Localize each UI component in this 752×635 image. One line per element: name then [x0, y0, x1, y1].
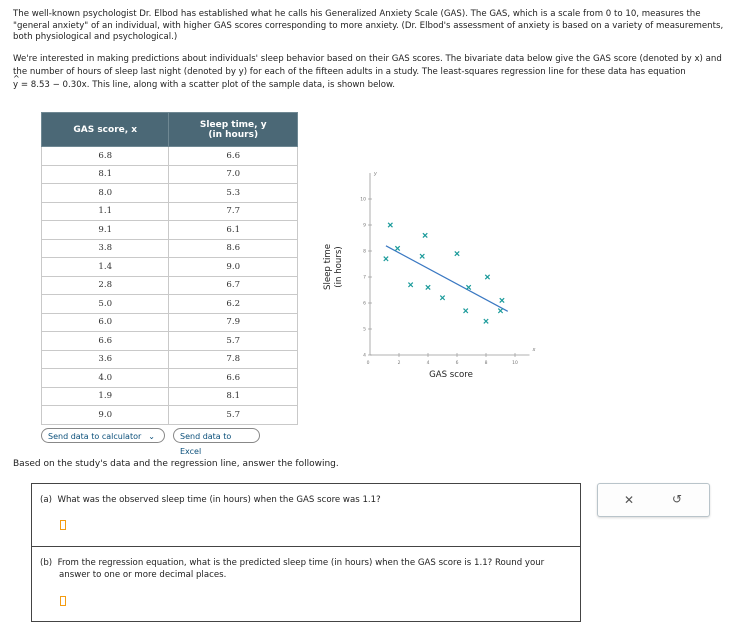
y-tick-label: 9 [363, 223, 366, 229]
header-sleep-time: Sleep time, y (in hours) [169, 113, 298, 147]
answer-b-input[interactable] [60, 596, 66, 606]
table-row [42, 369, 298, 388]
data-point-marker [384, 257, 388, 261]
gas-score-cell: 3.8 [42, 239, 169, 258]
intro-paragraph-2 [13, 53, 729, 92]
plot-axes [360, 171, 535, 366]
data-point-marker [423, 233, 427, 237]
problem-intro [13, 9, 729, 51]
table-row [42, 276, 298, 295]
y-tick-label: 10 [360, 197, 366, 203]
question-b-text: (b) From the regression equation, what is the predicted sleep time (in hours) when the GAS score is 1.1? Round your answer to one or more decimal places. [40, 558, 545, 580]
table-row [42, 332, 298, 351]
table-row [42, 202, 298, 221]
gas-score-cell: 1.4 [42, 258, 169, 277]
y-axis-letter: y [374, 171, 377, 177]
sleep-time-cell: 5.7 [169, 332, 298, 351]
intro-paragraph-1: The well-known psychologist Dr. Elbod has established what he calls his Generalized Anxiety Scale (GAS). The GAS, which is a scale from 0 to 10, measures the "general anxiety" of an individual, with higher GAS scores corresponding to more anxiety. (Dr. Elbod's assessment of anxiety is based on a variety of measurements, both physiological and psychological.) [13, 9, 724, 43]
gas-score-cell: 3.6 [42, 350, 169, 369]
sleep-time-cell: 7.9 [169, 313, 298, 332]
y-axis-label-units: (in hours) [334, 246, 344, 288]
gas-score-cell: 8.1 [42, 165, 169, 184]
data-point-marker [426, 285, 430, 289]
data-table [41, 112, 298, 425]
data-point-marker [485, 275, 489, 279]
sleep-time-cell: 7.8 [169, 350, 298, 369]
table-row [42, 184, 298, 203]
instructions: Based on the study's data and the regression line, answer the following. [13, 459, 339, 469]
gas-score-cell: 6.8 [42, 147, 169, 166]
sleep-time-cell: 8.1 [169, 387, 298, 406]
sleep-time-cell: 7.7 [169, 202, 298, 221]
data-point-marker [440, 296, 444, 300]
y-tick-label: 4 [363, 353, 366, 359]
table-row [42, 239, 298, 258]
data-point-marker [500, 298, 504, 302]
sleep-time-cell: 6.7 [169, 276, 298, 295]
sleep-time-cell: 6.2 [169, 295, 298, 314]
gas-score-cell: 9.0 [42, 406, 169, 425]
data-point-marker [498, 309, 502, 313]
header-gas-score: GAS score, x [42, 113, 169, 147]
undo-icon[interactable]: ↺ [672, 492, 683, 506]
data-points [384, 223, 504, 324]
scatter-plot [310, 171, 550, 385]
gas-score-cell: 4.0 [42, 369, 169, 388]
gas-score-cell: 5.0 [42, 295, 169, 314]
sleep-time-cell: 7.0 [169, 165, 298, 184]
data-point-marker [388, 223, 392, 227]
table-row [42, 313, 298, 332]
data-point-marker [408, 283, 412, 287]
gas-score-cell: 6.0 [42, 313, 169, 332]
sleep-time-cell: 5.7 [169, 406, 298, 425]
x-axis-letter: x [532, 347, 536, 353]
gas-score-cell: 6.6 [42, 332, 169, 351]
y-axis-label: Sleep time [323, 243, 333, 291]
sleep-time-cell: 6.1 [169, 221, 298, 240]
table-row [42, 165, 298, 184]
table-row [42, 221, 298, 240]
answer-a-input[interactable] [60, 520, 66, 530]
table-row [42, 387, 298, 406]
gas-score-cell: 2.8 [42, 276, 169, 295]
chevron-down-icon: ⌄ [148, 432, 155, 441]
sleep-time-cell: 6.6 [169, 147, 298, 166]
gas-score-cell: 9.1 [42, 221, 169, 240]
x-tick-label: 2 [397, 361, 401, 366]
question-a-box [31, 483, 581, 547]
y-tick-label: 8 [363, 249, 366, 255]
gas-score-cell: 1.9 [42, 387, 169, 406]
data-point-marker [464, 309, 468, 313]
x-tick-label: 8 [484, 361, 488, 366]
sleep-time-cell: 6.6 [169, 369, 298, 388]
origin-label: 0 [366, 361, 370, 366]
x-tick-label: 10 [512, 361, 518, 366]
intro-paragraph-2a: We're interested in making predictions about individuals' sleep behavior based on their GAS scores. The bivariate data below give the GAS score (denoted by x) and the number of hours of sleep last night (denoted by y) for each of the fifteen adults in a study. The least-squares regression line for these data has equation [13, 54, 722, 77]
data-point-marker [420, 254, 424, 258]
x-tick-label: 4 [426, 361, 430, 366]
sleep-time-cell: 9.0 [169, 258, 298, 277]
problem-intro-2 [13, 53, 729, 92]
question-a-text: (a) What was the observed sleep time (in hours) when the GAS score was 1.1? [40, 495, 381, 505]
table-row [42, 295, 298, 314]
question-b-box [31, 546, 581, 622]
data-point-marker [484, 319, 488, 323]
table-row [42, 258, 298, 277]
table-row [42, 406, 298, 425]
answer-tools-panel [597, 483, 710, 517]
sleep-time-cell: 8.6 [169, 239, 298, 258]
y-tick-label: 6 [363, 301, 366, 307]
y-tick-label: 5 [363, 327, 366, 333]
data-point-marker [455, 251, 459, 255]
regression-equation: ^ y = 8.53 − 0.30x. [13, 79, 90, 92]
y-tick-label: 7 [363, 275, 366, 281]
intro-paragraph-2b: This line, along with a scatter plot of the sample data, is shown below. [89, 80, 395, 90]
gas-score-cell: 1.1 [42, 202, 169, 221]
data-point-marker [466, 285, 470, 289]
table-row [42, 147, 298, 166]
x-tick-label: 6 [455, 361, 459, 366]
data-point-marker [395, 246, 399, 250]
gas-score-cell: 8.0 [42, 184, 169, 203]
x-axis-label: GAS score [429, 370, 473, 380]
send-to-excel-button[interactable]: Send data to Excel [173, 428, 260, 443]
sleep-time-cell: 5.3 [169, 184, 298, 203]
send-to-calculator-button[interactable]: Send data to calculator ⌄ [41, 428, 165, 443]
table-row [42, 350, 298, 369]
close-icon[interactable]: ✕ [624, 493, 635, 507]
